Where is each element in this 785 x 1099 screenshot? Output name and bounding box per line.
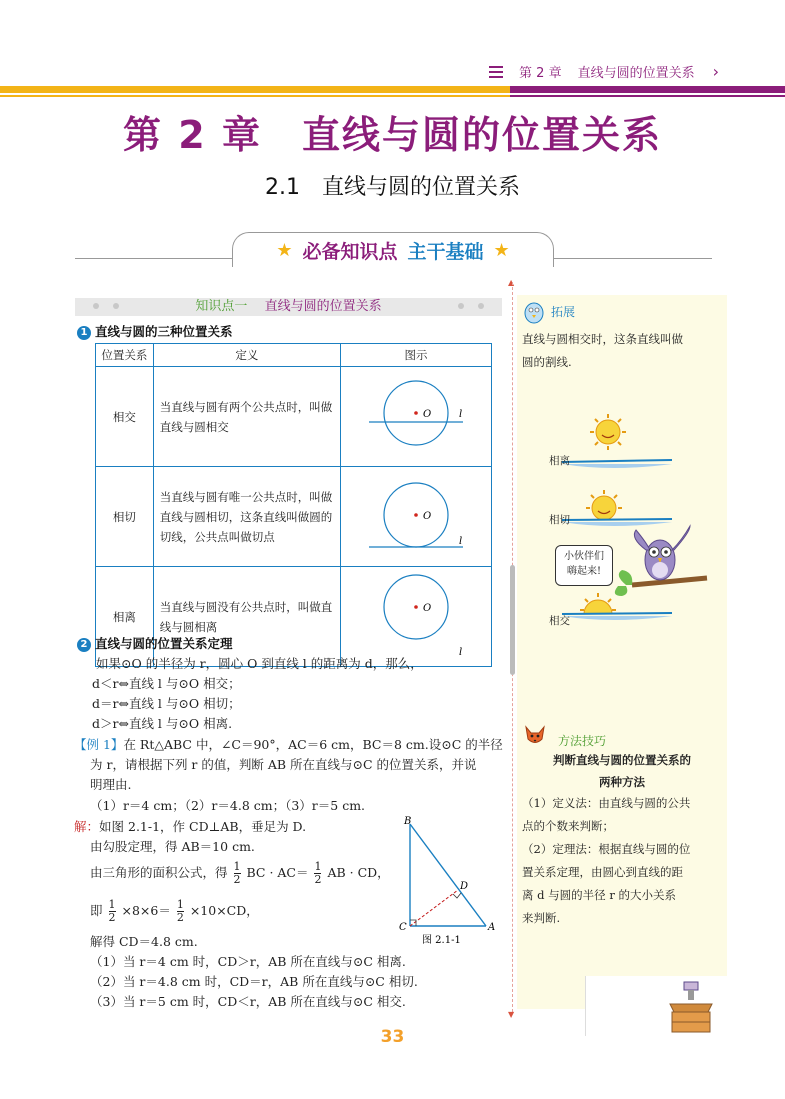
header-bar-purple xyxy=(510,86,785,93)
line-label: l xyxy=(458,536,463,547)
table-header-cell: 位置关系 xyxy=(96,344,154,367)
table-row xyxy=(96,367,492,467)
banner xyxy=(232,232,554,267)
triangle-figure xyxy=(396,812,500,948)
example-line-3: 明理由. xyxy=(90,777,132,792)
solution-text: ×8×6＝ xyxy=(121,903,171,918)
theorem-line: d＝r⇔直线 l 与⊙O 相切； xyxy=(92,696,241,711)
fraction-den: 2 xyxy=(233,873,241,886)
page-number: 33 xyxy=(380,1027,405,1047)
relation-figure xyxy=(340,567,491,667)
tips-line: 来判断. xyxy=(522,911,561,925)
relation-name: 相切 xyxy=(96,467,154,567)
bird-icon xyxy=(521,299,547,325)
tangent-diagram xyxy=(341,467,491,563)
desk-icon xyxy=(666,980,716,1034)
table-header-cell: 图示 xyxy=(340,344,491,367)
relation-definition: 当直线与圆没有公共点时，叫做直线与圆相离 xyxy=(153,567,340,667)
example-line-4: （1）r＝4 cm；（2）r＝4.8 cm；（3）r＝5 cm. xyxy=(90,798,366,813)
subheading-2 xyxy=(77,634,233,652)
banner-part-a: 必备知识点 xyxy=(302,240,398,263)
fraction xyxy=(177,899,184,924)
tips-line: （2）定理法：根据直线与圆的位 xyxy=(522,842,691,856)
bubble-text: 小伙伴们 xyxy=(564,551,604,562)
section-title: 2.1 直线与圆的位置关系 xyxy=(265,175,520,200)
knowledge-point-bar xyxy=(75,298,502,316)
subheading-text: 直线与圆的三种位置关系 xyxy=(95,324,233,339)
figure-caption: 图 2.1-1 xyxy=(422,935,461,946)
solution-text: 即 xyxy=(90,903,103,918)
knowledge-point-title xyxy=(75,298,502,316)
fraction-num: 1 xyxy=(108,898,116,911)
theorem-line: d＜r⇔直线 l 与⊙O 相交； xyxy=(92,676,241,691)
chapter-title: 第 2 章 直线与圆的位置关系 xyxy=(123,113,662,157)
label-intersect: 相交 xyxy=(549,615,570,627)
table-row xyxy=(96,467,492,567)
solution-line-3 xyxy=(90,861,390,886)
tips-heading: 判断直线与圆的位置关系的 xyxy=(553,753,691,767)
line-label: l xyxy=(458,647,463,658)
number-badge: 2 xyxy=(77,638,91,652)
arrow-down-icon: ▼ xyxy=(508,1010,515,1019)
tips-line: 点的个数来判断； xyxy=(522,819,614,833)
subheading-1 xyxy=(77,322,233,340)
solution-line-6: （1）当 r＝4 cm 时，CD＞r，AB 所在直线与⊙C 相离. xyxy=(90,954,406,969)
example-text: 在 Rt△ABC 中，∠C＝90°，AC＝6 cm，BC＝8 cm.设⊙C 的半径 xyxy=(123,737,503,752)
number-badge: 1 xyxy=(77,326,91,340)
tips-title: 方法技巧 xyxy=(558,734,607,748)
solution-line-5: 解得 CD＝4.8 cm. xyxy=(90,934,198,949)
center-label: O xyxy=(422,511,432,522)
example-tag: 【例 1】 xyxy=(74,737,124,752)
center-label: O xyxy=(422,603,432,614)
solution-text: 由三角形的面积公式，得 xyxy=(90,865,228,880)
solution-text: BC · AC＝ xyxy=(246,865,309,880)
relation-table xyxy=(95,343,492,667)
solution-line-2: 由勾股定理，得 AB＝10 cm. xyxy=(90,839,255,854)
relation-name: 相交 xyxy=(96,367,154,467)
chevron-right-icon[interactable]: › xyxy=(712,62,719,81)
line-label: l xyxy=(458,409,463,420)
separate-diagram xyxy=(341,567,491,663)
tips-line: 置关系定理，由圆心到直线的距 xyxy=(522,865,683,879)
tips-line: （1）定义法：由直线与圆的公共 xyxy=(522,796,691,810)
fraction-den: 2 xyxy=(108,911,116,924)
solution-line-7: （2）当 r＝4.8 cm 时，CD＝r，AB 所在直线与⊙C 相切. xyxy=(90,974,418,989)
center-label: O xyxy=(422,409,432,420)
fraction-den: 2 xyxy=(176,911,184,924)
solution-line-4 xyxy=(90,899,259,924)
solution-text: AB · CD， xyxy=(327,865,390,880)
banner-part-b: 主干基础 xyxy=(407,240,484,263)
relation-figure xyxy=(340,467,491,567)
relation-name: 相离 xyxy=(96,567,154,667)
solution-tag: 解： xyxy=(74,819,100,834)
fraction xyxy=(234,861,241,886)
vertex-label-d: D xyxy=(460,881,469,892)
relation-definition: 当直线与圆有两个公共点时，叫做直线与圆相交 xyxy=(153,367,340,467)
fraction-num: 1 xyxy=(233,860,241,873)
side-panel xyxy=(517,295,727,1009)
extend-line: 圆的割线. xyxy=(522,355,572,369)
fraction-den: 2 xyxy=(314,873,322,886)
table-header-row xyxy=(96,344,492,367)
star-icon: ★ xyxy=(276,239,293,261)
subheading-text: 直线与圆的位置关系定理 xyxy=(95,636,233,651)
header-bar-purple-thin xyxy=(510,95,785,97)
arrow-up-icon: ▲ xyxy=(508,278,515,287)
speech-bubble xyxy=(555,545,613,586)
solution-text: 如图 2.1-1，作 CD⊥AB，垂足为 D. xyxy=(99,819,307,834)
tips-heading: 两种方法 xyxy=(599,775,645,789)
nav-chapter: 第 2 章 xyxy=(519,66,562,81)
kp-label: 知识点一 xyxy=(195,299,248,314)
header-bar-yellow xyxy=(0,86,510,93)
label-tangent: 相切 xyxy=(549,514,570,526)
fraction xyxy=(314,861,321,886)
solution-line-1 xyxy=(74,817,306,836)
intersect-diagram xyxy=(341,367,491,463)
theorem-intro: 如果⊙O 的半径为 r，圆心 O 到直线 l 的距离为 d，那么， xyxy=(96,656,423,671)
menu-icon[interactable] xyxy=(489,66,503,78)
fox-icon xyxy=(522,721,548,747)
theorem-line: d＞r⇔直线 l 与⊙O 相离. xyxy=(92,716,233,731)
solution-line-8: （3）当 r＝5 cm 时，CD＜r，AB 所在直线与⊙C 相交. xyxy=(90,994,406,1009)
vertex-label-c: C xyxy=(399,922,407,933)
example-line-2: 为 r，请根据下列 r 的值，判断 AB 所在直线与⊙C 的位置关系，并说 xyxy=(90,757,477,772)
label-apart: 相离 xyxy=(549,455,570,467)
kp-name: 直线与圆的位置关系 xyxy=(264,299,382,314)
star-icon: ★ xyxy=(493,239,510,261)
fraction-num: 1 xyxy=(176,898,184,911)
extend-title: 拓展 xyxy=(551,305,576,319)
tips-line: 离 d 与圆的半径 r 的大小关系 xyxy=(522,888,676,902)
nav-title: 直线与圆的位置关系 xyxy=(577,66,695,81)
fraction-num: 1 xyxy=(314,860,322,873)
table-header-cell: 定义 xyxy=(153,344,340,367)
example-line-1 xyxy=(74,735,503,754)
bubble-text: 嗨起来! xyxy=(566,566,602,577)
vertex-label-a: A xyxy=(488,922,496,933)
relation-figure xyxy=(340,367,491,467)
solution-text: ×10×CD， xyxy=(189,903,259,918)
relation-definition: 当直线与圆有唯一公共点时，叫做直线与圆相切，这条直线叫做圆的切线，公共点叫做切点 xyxy=(153,467,340,567)
vertex-label-b: B xyxy=(404,816,412,827)
header-bar-yellow-thin xyxy=(0,95,510,97)
scrollbar[interactable] xyxy=(510,565,515,675)
header-nav[interactable] xyxy=(489,62,719,81)
extend-line: 直线与圆相交时，这条直线叫做 xyxy=(522,332,683,346)
fraction xyxy=(109,899,116,924)
